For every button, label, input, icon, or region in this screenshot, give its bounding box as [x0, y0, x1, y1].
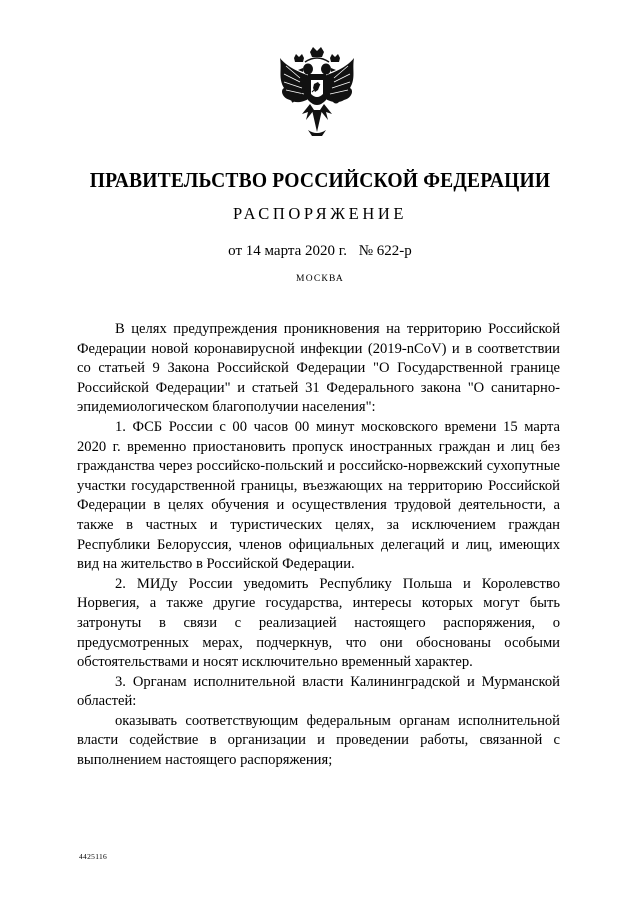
document-type: РАСПОРЯЖЕНИЕ: [232, 204, 408, 223]
document-number: № 622-р: [358, 243, 412, 259]
item-2-paragraph: 2. МИДу России уведомить Республику Польша и Королевство Норвегия, а также другие государства, интересы которых могут быть затронуты в связи с реализацией настоящего распоряжения, о предусмотренных мерах, подчеркнув, что они обоснованы особыми обстоятельствами и носят исключительно временный характер.: [77, 575, 560, 671]
footer-document-code: 4425116: [79, 852, 108, 861]
organization-title: ПРАВИТЕЛЬСТВО РОССИЙСКОЙ ФЕДЕРАЦИИ: [89, 168, 551, 192]
item-3-paragraph: 3. Органам исполнительной власти Калининградской и Мурманской областей:: [77, 673, 560, 710]
item-1-paragraph: 1. ФСБ России с 00 часов 00 минут московского времени 15 марта 2020 г. временно приостановить пропуск иностранных граждан и лиц без гражданства через российско-польский и российско-норвежский сухопутные участки государственной границы, въезжающих на территорию Российской Федерации в целях обучения и осуществления трудовой деятельности, а также в частных и туристических целях, за исключением граждан Республики Белоруссия, членов официальных делегаций и лиц, имеющих вид на жительство в Российской Федерации.: [77, 418, 560, 573]
item-3-subparagraph: оказывать соответствующим федеральным органам исполнительной власти содействие в организации и проведении работы, связанной с выполнением настоящего распоряжения;: [77, 712, 560, 769]
document-date: от 14 марта 2020 г.: [228, 243, 347, 259]
document-city: МОСКВА: [296, 274, 344, 284]
document-date-line: [0, 243, 640, 260]
document-body: [77, 320, 560, 771]
russian-coat-of-arms-icon: [272, 44, 362, 140]
preamble-paragraph: В целях предупреждения проникновения на территорию Российской Федерации новой коронавирусной инфекции (2019-nCoV) и в соответствии со статьей 9 Закона Российской Федерации "О Государственной границе Российской Федерации" и статьей 31 Федерального закона "О санитарно-эпидемиологическом благополучии населения":: [77, 321, 560, 416]
